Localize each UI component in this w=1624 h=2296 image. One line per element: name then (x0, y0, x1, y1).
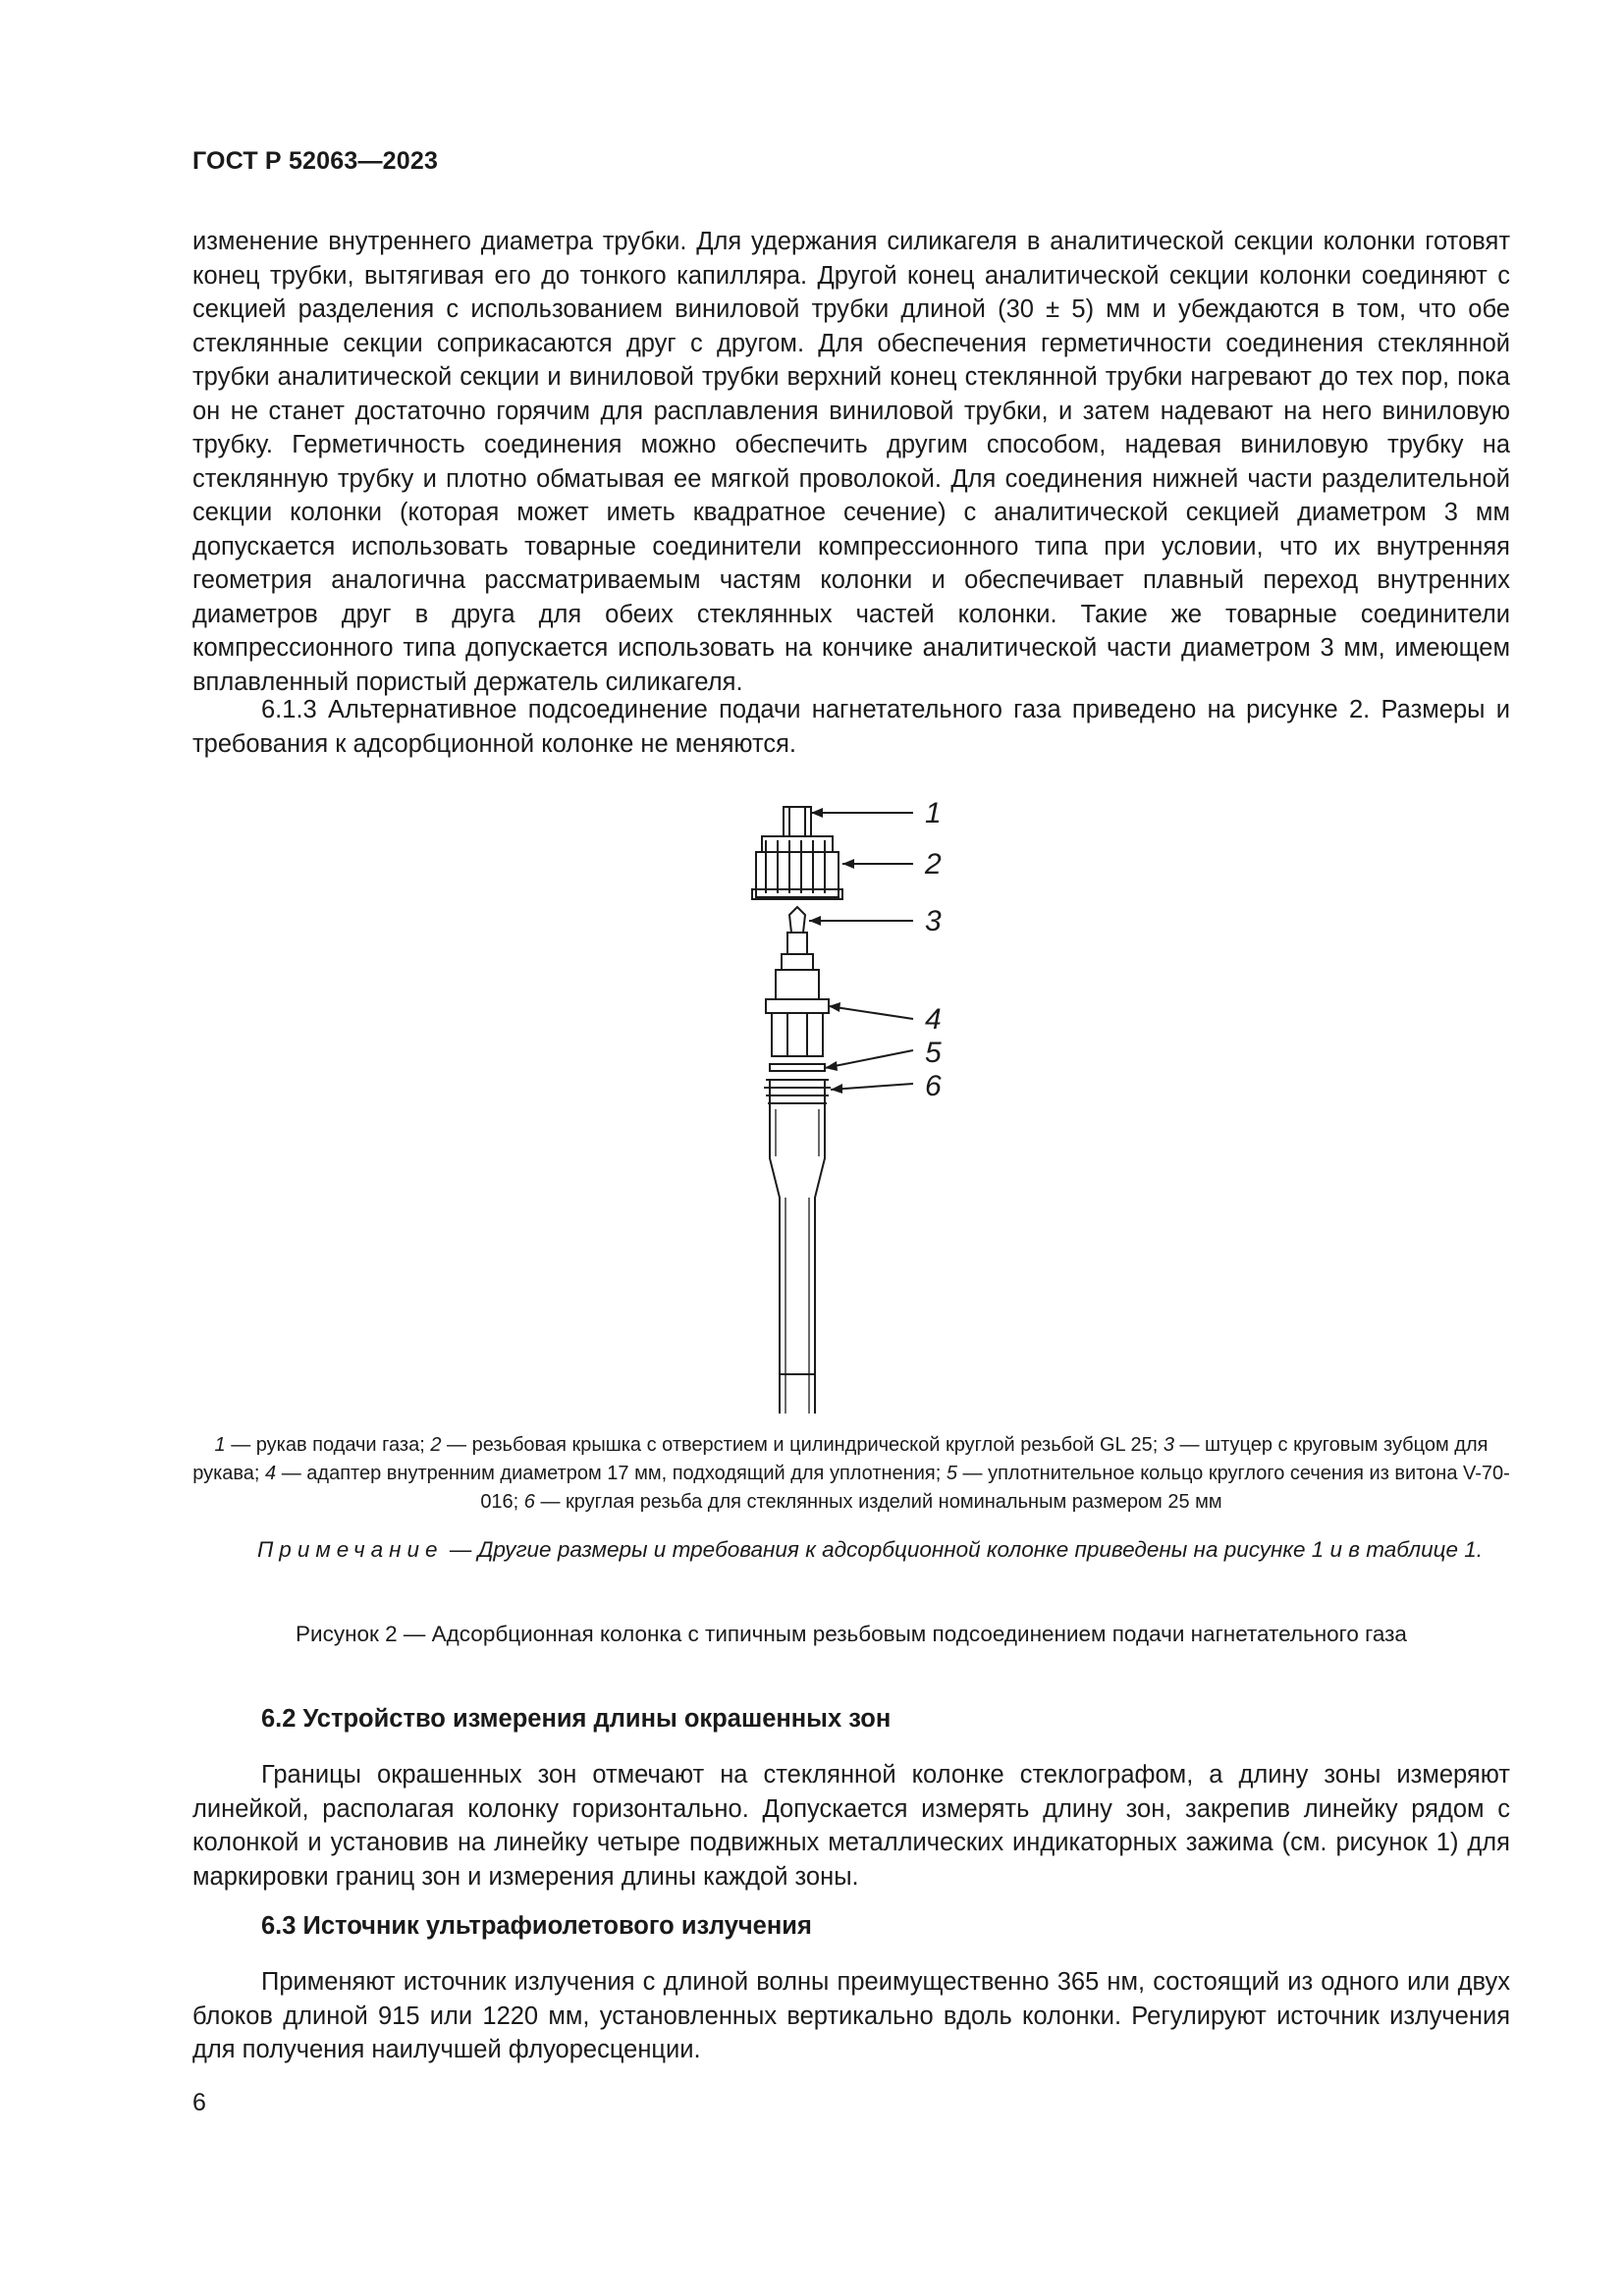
legend-num-4: 4 (265, 1463, 277, 1484)
legend-num-3: 3 (1163, 1434, 1174, 1456)
paragraph-continuation (192, 225, 1510, 699)
barbed-nozzle-part (789, 907, 805, 933)
paragraph-6-1-3 (192, 693, 1510, 761)
note-text: — Другие размеры и требования к адсорбционной колонке приведены на рисунке 1 и в таблице 1. (443, 1537, 1484, 1562)
arrow-head-3 (809, 916, 821, 926)
legend-text-5: — уплотнительное кольцо круглого сечения из витона V-70-016; (480, 1463, 1510, 1513)
arrow-head-1 (811, 808, 823, 818)
legend-num-1: 1 (214, 1434, 226, 1456)
threaded-cap-body (756, 852, 839, 897)
figure-title: Рисунок 2 — Адсорбционная колонка с типичным резьбовым подсоединением подачи нагнетательного газа (296, 1622, 1407, 1646)
paragraph-text: изменение внутреннего диаметра трубки. Для удержания силикагеля в аналитической секции колонки готовят конец трубки, вытягивая его до тонкого капилляра. Другой конец аналитической секции колонки соединяют с секцией разделения с использованием виниловой трубки длиной (30 ± 5) мм и убеждаются в том, что обе стеклянные секции соприкасаются друг с другом. Для обеспечения герметичности соединения стеклянной трубки аналитической секции и виниловой трубки верхний конец стеклянной трубки нагревают до тех пор, пока он не станет достаточно горячим для расплавления виниловой трубки, и затем надевают на него виниловую трубку. Герметичность соединения можно обеспечить другим способом, надевая виниловую трубку на стеклянную трубку и плотно обматывая ее мягкой проволокой. Для соединения нижней части разделительной секции колонки (которая может иметь квадратное сечение) с аналитической секцией диаметром 3 мм допускается использовать товарные соединители компрессионного типа при условии, что их внутренняя геометрия аналогична рассматриваемым частям колонки и обеспечивает плавный переход внутренних диаметров друг в друга для обеих стеклянных частей колонки. Такие же товарные соединители компрессионного типа допускается использовать на кончике аналитической части диаметром 3 мм, имеющем вплавленный пористый держатель силикагеля. (192, 228, 1510, 696)
figure-label-4: 4 (925, 1003, 942, 1036)
page-number: 6 (192, 2089, 206, 2116)
legend-text-1: — рукав подачи газа; (225, 1434, 431, 1456)
legend-text-4: — адаптер внутренним диаметром 17 мм, подходящий для уплотнения; (276, 1463, 947, 1484)
figure-note (257, 1533, 1510, 1566)
threaded-cap-top (762, 836, 833, 852)
paragraph-6-3 (192, 1965, 1510, 2067)
glass-thread-part (764, 1080, 831, 1103)
adapter-part (776, 970, 819, 999)
legend-num-5: 5 (946, 1463, 957, 1484)
section-heading-6-3: 6.3 Источник ультрафиолетового излучения (261, 1912, 812, 1940)
leader-line-4 (829, 1006, 913, 1019)
figure-label-5: 5 (925, 1037, 942, 1069)
figure-label-2: 2 (925, 848, 942, 881)
figure-label-1: 1 (925, 797, 942, 829)
column-diagram (687, 785, 1001, 1414)
leader-line-5 (825, 1050, 913, 1068)
legend-num-6: 6 (523, 1491, 535, 1513)
legend-text-3: — штуцер с круговым зубцом для рукава; (192, 1434, 1489, 1484)
legend-text-2: — резьбовая крышка с отверстием и цилиндрической круглой резьбой GL 25; (441, 1434, 1164, 1456)
note-label: Примечание (257, 1537, 444, 1562)
figure-2-column-drawing (687, 785, 1001, 1414)
paragraph-text: Применяют источник излучения с длиной волны преимущественно 365 нм, состоящий из одного или двух блоков длиной 915 или 1220 мм, установленных вертикально вдоль колонки. Регулируют источник излучения для получения наилучшей флуоресценции. (192, 1968, 1510, 2063)
document-code: ГОСТ Р 52063—2023 (192, 147, 439, 175)
figure-legend (192, 1431, 1510, 1517)
figure-label-3: 3 (925, 905, 942, 937)
arrow-head-5 (825, 1061, 838, 1071)
section-heading-6-2: 6.2 Устройство измерения длины окрашенных зон (261, 1705, 892, 1733)
column-right-wall (815, 1080, 825, 1414)
legend-num-2: 2 (430, 1434, 442, 1456)
legend-text-6: — круглая резьба для стеклянных изделий номинальным размером 25 мм (534, 1491, 1222, 1513)
figure-label-6: 6 (925, 1070, 942, 1102)
paragraph-text: 6.1.3 Альтернативное подсоединение подачи нагнетательного газа приведено на рисунке 2. Размеры и требования к адсорбционной колонке не меняются. (192, 696, 1510, 758)
paragraph-text: Границы окрашенных зон отмечают на стеклянной колонке стеклографом, а длину зоны измеряют линейкой, располагая колонку горизонтально. Допускается измерять длину зон, закрепив линейку рядом с колонкой и установив на линейку четыре подвижных металлических индикаторных зажима (см. рисунок 1) для маркировки границ зон и измерения длины каждой зоны. (192, 1761, 1510, 1891)
column-left-wall (770, 1080, 780, 1414)
paragraph-6-2 (192, 1758, 1510, 1894)
arrow-head-2 (842, 859, 854, 869)
leader-line-6 (831, 1084, 913, 1090)
o-ring-part (770, 1064, 825, 1071)
gas-hose-part (784, 807, 811, 836)
